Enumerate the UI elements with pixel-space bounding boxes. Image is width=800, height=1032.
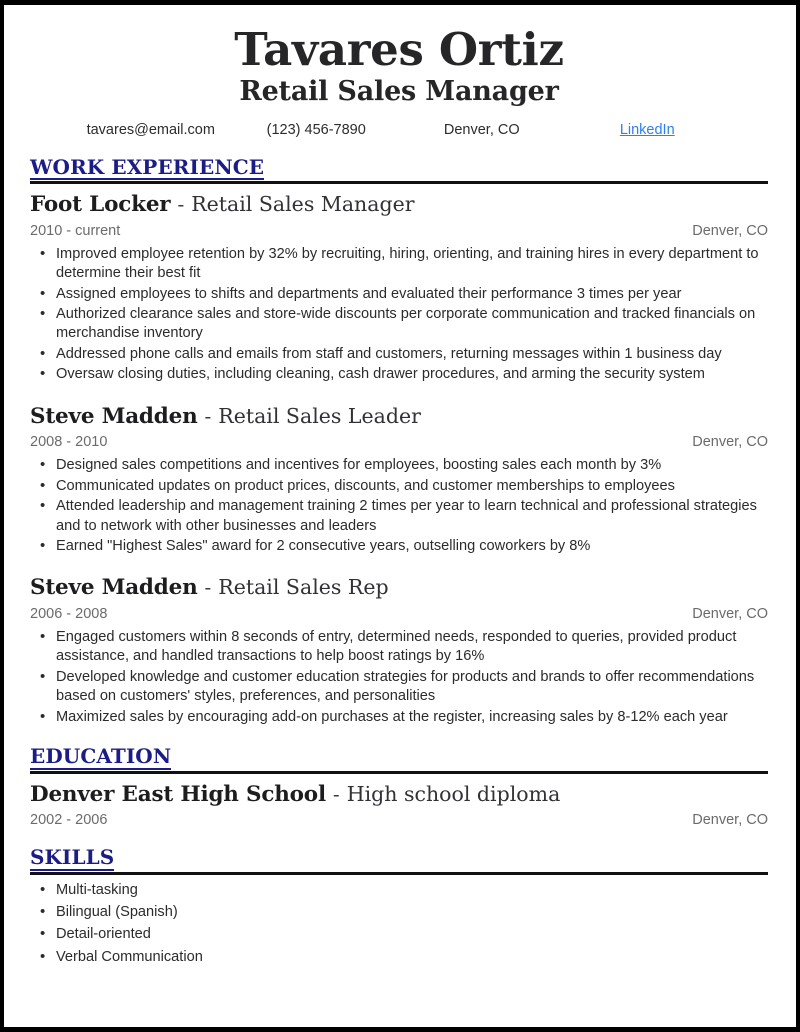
list-item: • Authorized clearance sales and store-wide discounts per corporate communication and tracked financials on merchandise inventory [30, 305, 768, 344]
section-title-wrap [30, 846, 768, 870]
list-item: • Communicated updates on product prices, discounts, and customer memberships to employees [30, 477, 768, 496]
work-entry [30, 576, 768, 727]
work-entry-company: Foot Locker [30, 192, 171, 218]
list-item: • Designed sales competitions and incentives for employees, boosting sales each month by 3% [30, 456, 768, 475]
list-item: • Detail-oriented [30, 925, 768, 944]
list-item: • Multi-tasking [30, 881, 768, 900]
resume-header [30, 5, 768, 138]
work-entry-title-line [30, 193, 768, 218]
work-entry-title-line [30, 405, 768, 430]
work-entry-meta [30, 223, 768, 239]
work-entry-company: Steve Madden [30, 575, 198, 601]
list-item: • Earned "Highest Sales" award for 2 consecutive years, outselling coworkers by 8% [30, 537, 768, 556]
section-title-wrap [30, 745, 768, 769]
section-title-wrap [30, 156, 768, 180]
work-entry-bullets [30, 456, 768, 556]
work-entry-location: Denver, CO [692, 222, 768, 239]
work-entry-title-line [30, 576, 768, 601]
list-item: • Attended leadership and management training 2 times per year to learn technical and professional strategies and to network with other businesses and leaders [30, 497, 768, 536]
work-entry-separator: - [204, 403, 212, 428]
contact-linkedin-link[interactable]: LinkedIn [619, 121, 675, 138]
section-divider [30, 771, 768, 774]
section-heading-education: EDUCATION [30, 744, 172, 769]
education-entry-degree: High school diploma [346, 781, 561, 806]
list-item: • Improved employee retention by 32% by recruiting, hiring, orienting, and training hires in every department to determine their best fit [30, 245, 768, 284]
work-entry-company: Steve Madden [30, 403, 198, 429]
work-entry [30, 405, 768, 557]
education-entry-location: Denver, CO [692, 812, 768, 829]
list-item: • Assigned employees to shifts and departments and evaluated their performance 3 times per year [30, 285, 768, 304]
list-item: • Engaged customers within 8 seconds of entry, determined needs, responded to queries, provided product assistance, and handled transactions to help boost ratings by 16% [30, 628, 768, 667]
list-item: • Verbal Communication [30, 948, 768, 967]
skills-list [30, 881, 768, 968]
work-entry-bullets [30, 245, 768, 385]
candidate-headline: Retail Sales Manager [239, 75, 559, 107]
education-entry-dates: 2002 - 2006 [30, 812, 108, 829]
work-entry-role: Retail Sales Manager [191, 192, 415, 217]
work-entry-dates: 2008 - 2010 [30, 434, 108, 451]
section-divider [30, 181, 768, 184]
work-entry [30, 193, 768, 385]
contact-location: Denver, CO [443, 121, 520, 138]
work-entry-dates: 2010 - current [30, 222, 121, 239]
section-heading-skills: SKILLS [30, 845, 115, 870]
resume-page [4, 5, 796, 1027]
work-entry-separator: - [204, 575, 212, 600]
section-education [30, 745, 768, 828]
education-entry-title-line [30, 783, 768, 808]
work-entry-bullets [30, 628, 768, 727]
list-item: • Maximized sales by encouraging add-on purchases at the register, increasing sales by 8-12% each year [30, 708, 768, 727]
education-entry-meta [30, 812, 768, 828]
work-entry-separator: - [177, 192, 185, 217]
section-skills [30, 846, 768, 967]
work-entry-meta [30, 434, 768, 450]
work-entry-role: Retail Sales Leader [218, 403, 421, 428]
list-item: • Bilingual (Spanish) [30, 903, 768, 922]
section-divider [30, 872, 768, 875]
section-work-experience [30, 156, 768, 727]
section-heading-work-experience: WORK EXPERIENCE [30, 154, 265, 179]
work-entry-role: Retail Sales Rep [218, 575, 389, 600]
work-entry-location: Denver, CO [692, 606, 768, 623]
work-entry-meta [30, 606, 768, 622]
education-entry-separator: - [332, 781, 340, 806]
work-entry-location: Denver, CO [692, 434, 768, 451]
list-item: • Developed knowledge and customer education strategies for products and brands to offer recommendations based on customers' styles, preferences, and personalities [30, 668, 768, 707]
candidate-name: Tavares Ortiz [234, 23, 564, 76]
contact-email[interactable]: tavares@email.com [86, 121, 215, 138]
contact-phone[interactable]: (123) 456-7890 [266, 121, 366, 138]
list-item: • Addressed phone calls and emails from staff and customers, returning messages within 1 business day [30, 345, 768, 364]
education-entry-school: Denver East High School [30, 781, 326, 807]
contact-row [30, 122, 768, 138]
list-item: • Oversaw closing duties, including cleaning, cash drawer procedures, and arming the security system [30, 365, 768, 384]
education-entry [30, 783, 768, 829]
work-entry-dates: 2006 - 2008 [30, 606, 108, 623]
